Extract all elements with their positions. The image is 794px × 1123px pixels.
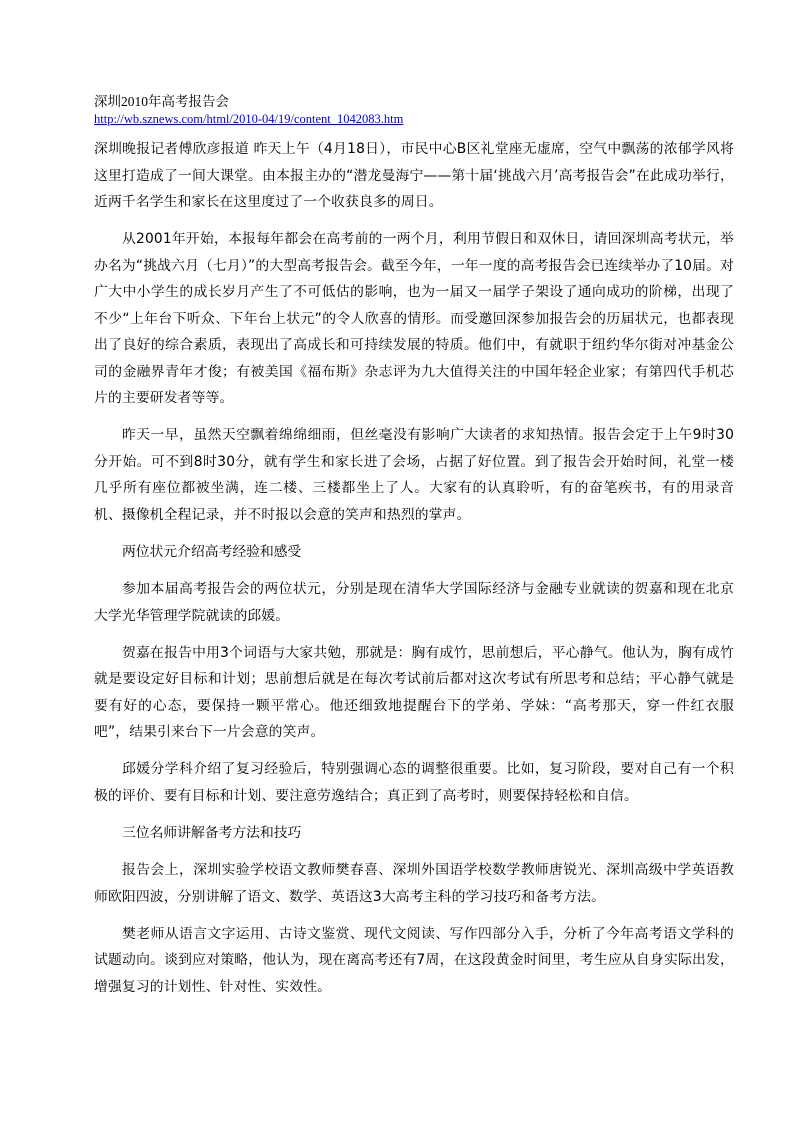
paragraph-hejia: 贺嘉在报告中用3个词语与大家共勉，那就是：胸有成竹，思前想后，平心静气。他认为，胸有成竹就是要设定好目标和计划；思前想后就是在每次考试前后都对这次考试有所思考和总结；平心静气就是要有好的心态，要保持一颗平常心。他还细致地提醒台下的学弟、学妹：“高考那天，穿一件红衣服吧”，结果引来台下一片会意的笑声。 <box>94 644 734 740</box>
section-heading-teachers: 三位名师讲解备考方法和技巧 <box>122 824 302 841</box>
source-link[interactable]: http://wb.sznews.com/html/2010-04/19/content_1042083.htm <box>94 112 404 126</box>
paragraph-teachers-intro: 报告会上，深圳实验学校语文教师樊春喜、深圳外国语学校数学教师唐锐光、深圳高级中学英语教师欧阳四波，分别讲解了语文、数学、英语这3大高考主科的学习技巧和备考方法。 <box>94 862 734 905</box>
paragraph-history: 从2001年开始，本报每年都会在高考前的一两个月，利用节假日和双休日，请回深圳高考状元，举办名为“挑战六月（七月）”的大型高考报告会。截至今年，一年一度的高考报告会已连续举办了10届。对广大中小学生的成长岁月产生了不可低估的影响，也为一届又一届学子架设了通向成功的阶梯，出现了不少“上年台下听众、下年台上状元”的令人欣喜的情形。而受邀回深参加报告会的历届状元，也都表现出了良好的综合素质，表现出了高成长和可持续发展的特质。他们中，有就职于纽约华尔街对冲基金公司的金融界青年才俊；有被美国《福布斯》杂志评为九大值得关注的中国年轻企业家；有第四代手机芯片的主要研发者等等。 <box>94 231 734 406</box>
document-page <box>94 93 734 1011</box>
article-title: 深圳2010年高考报告会 <box>94 94 229 109</box>
paragraph-lead: 深圳晚报记者傅欣彦报道 昨天上午（4月18日），市民中心B区礼堂座无虚席，空气中飘荡的浓郁学风将这里打造成了一间大课堂。由本报主办的“潜龙曼海宁——第十届‘挑战六月’高考报告会”在此成功举行，近两千名学生和家长在这里度过了一个收获良多的周日。 <box>94 141 734 210</box>
paragraph-qiuyuan: 邱媛分学科介绍了复习经验后，特别强调心态的调整很重要。比如，复习阶段，要对自己有一个积极的评价、要有目标和计划、要注意劳逸结合；真正到了高考时，则要保持轻松和自信。 <box>94 761 734 804</box>
paragraph-chinese-teacher: 樊老师从语言文字运用、古诗文鉴赏、现代文阅读、写作四部分入手，分析了今年高考语文学科的试题动向。谈到应对策略，他认为，现在离高考还有7周，在这段黄金时间里，考生应从自身实际出发，增强复习的计划性、针对性、实效性。 <box>94 925 734 995</box>
section-heading-top-scorers: 两位状元介绍高考经验和感受 <box>122 543 302 560</box>
paragraph-top-scorers-intro: 参加本届高考报告会的两位状元，分别是现在清华大学国际经济与金融专业就读的贺嘉和现在北京大学光华管理学院就读的邱媛。 <box>94 581 734 624</box>
paragraph-event-scene: 昨天一早，虽然天空飘着绵绵细雨，但丝毫没有影响广大读者的求知热情。报告会定于上午9时30分开始。可不到8时30分，就有学生和家长进了会场，占据了好位置。到了报告会开始时间，礼堂一楼几乎所有座位都被坐满，连二楼、三楼都坐上了人。大家有的认真聆听，有的奋笔疾书，有的用录音机、摄像机全程记录，并不时报以会意的笑声和热烈的掌声。 <box>94 427 734 523</box>
